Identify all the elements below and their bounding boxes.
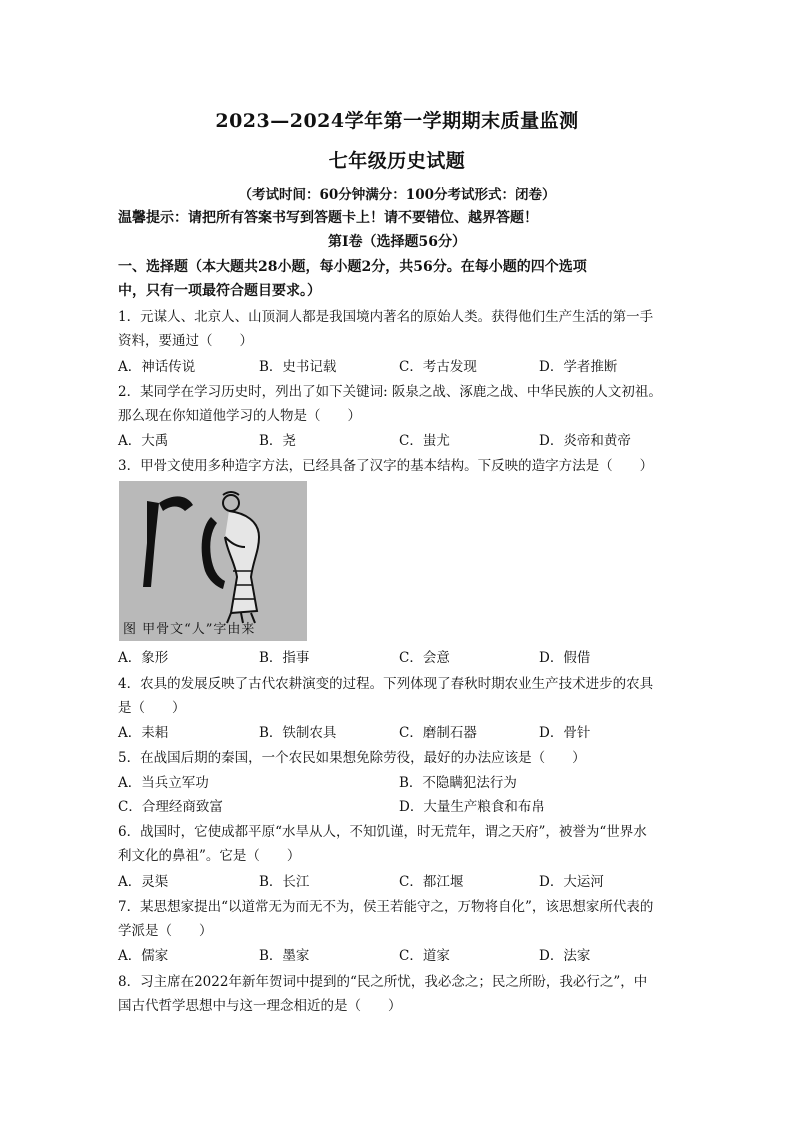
question-5-option-a: A．当兵立军功: [118, 775, 209, 791]
question-1-option-b: B．史书记载: [259, 359, 337, 375]
question-6-option-d: D．大运河: [539, 874, 604, 890]
question-3-option-b: B．指事: [259, 650, 310, 666]
question-5-option-b: B．不隐瞒犯法行为: [399, 775, 517, 791]
question-6-line-2: 利文化的鼻祖”。它是（ ）: [118, 848, 301, 864]
question-4-line-2: 是（ ）: [118, 700, 186, 716]
oracle-bone-figure: [119, 481, 307, 641]
question-7-option-c: C．道家: [399, 948, 450, 964]
question-7-line-1: 7．某思想家提出“以道常无为而无不为，侯王若能守之，万物将自化”，该思想家所代表的: [118, 899, 654, 915]
question-5-option-d: D．大量生产粮食和布帛: [399, 799, 545, 815]
question-5-line-1: 5．在战国后期的秦国，一个农民如果想免除劳役，最好的办法应该是（ ）: [118, 750, 586, 766]
question-2-option-d: D．炎帝和黄帝: [539, 433, 631, 449]
section-heading-line1: 一、选择题（本大题共28小题，每小题2分，共56分。在每小题的四个选项: [118, 259, 587, 275]
question-1-option-a: A．神话传说: [118, 359, 196, 375]
question-6-line-1: 6．战国时，它使成都平原“水旱从人，不知饥谨，时无荒年，谓之天府”，被誉为“世界水: [118, 824, 647, 840]
figure-caption: 图 甲骨文“人”字由来: [123, 622, 256, 637]
question-6-option-c: C．都江堰: [399, 874, 464, 890]
question-8-line-2: 国古代哲学思想中与这一理念相近的是（ ）: [118, 998, 402, 1014]
question-1-option-d: D．学者推断: [539, 359, 618, 375]
question-7-option-a: A．儒家: [118, 948, 169, 964]
question-2-option-c: C．蚩尤: [399, 433, 450, 449]
oracle-bone-ren-illustration: [119, 481, 307, 641]
question-7-option-b: B．墨家: [259, 948, 310, 964]
question-1-option-c: C．考古发现: [399, 359, 477, 375]
question-7-line-2: 学派是（ ）: [118, 923, 213, 939]
question-6-option-a: A．灵渠: [118, 874, 169, 890]
question-3-option-d: D．假借: [539, 650, 591, 666]
question-1-line-2: 资料，要通过（ ）: [118, 333, 253, 349]
question-4-option-c: C．磨制石器: [399, 725, 477, 741]
question-3-option-a: A．象形: [118, 650, 169, 666]
question-8-line-1: 8．习主席在2022年新年贺词中提到的“民之所忧，我必念之；民之所盼，我必行之”，中: [118, 974, 648, 990]
exam-info: （考试时间：60分钟满分：100分考试形式：闭卷）: [238, 187, 556, 203]
part-title: 第Ⅰ卷（选择题56分）: [327, 234, 467, 250]
warm-tip: 温馨提示：请把所有答案书写到答题卡上！请不要错位、越界答题！: [118, 210, 538, 226]
question-4-option-b: B．铁制农具: [259, 725, 337, 741]
question-7-option-d: D．法家: [539, 948, 591, 964]
question-2-option-b: B．尧: [259, 433, 296, 449]
section-heading-line2: 中，只有一项最符合题目要求。）: [118, 283, 321, 299]
question-4-option-a: A．耒耜: [118, 725, 169, 741]
question-4-line-1: 4．农具的发展反映了古代农耕演变的过程。下列体现了春秋时期农业生产技术进步的农具: [118, 676, 654, 692]
exam-title: 2023—2024学年第一学期期末质量监测: [215, 110, 579, 132]
question-1-line-1: 1．元谋人、北京人、山顶洞人都是我国境内著名的原始人类。获得他们生产生活的第一手: [118, 309, 654, 325]
question-2-line-1: 2．某同学在学习历史时，列出了如下关键词: 阪泉之战、涿鹿之战、中华民族的人文初祖。: [118, 384, 662, 400]
exam-subtitle: 七年级历史试题: [328, 150, 466, 172]
question-2-line-2: 那么现在你知道他学习的人物是（ ）: [118, 408, 361, 424]
question-4-option-d: D．骨针: [539, 725, 591, 741]
question-3-option-c: C．会意: [399, 650, 450, 666]
question-5-option-c: C．合理经商致富: [118, 799, 223, 815]
question-3-line-1: 3．甲骨文使用多种造字方法，已经具备了汉字的基本结构。下反映的造字方法是（ ）: [118, 458, 654, 474]
question-2-option-a: A．大禹: [118, 433, 169, 449]
question-6-option-b: B．长江: [259, 874, 310, 890]
